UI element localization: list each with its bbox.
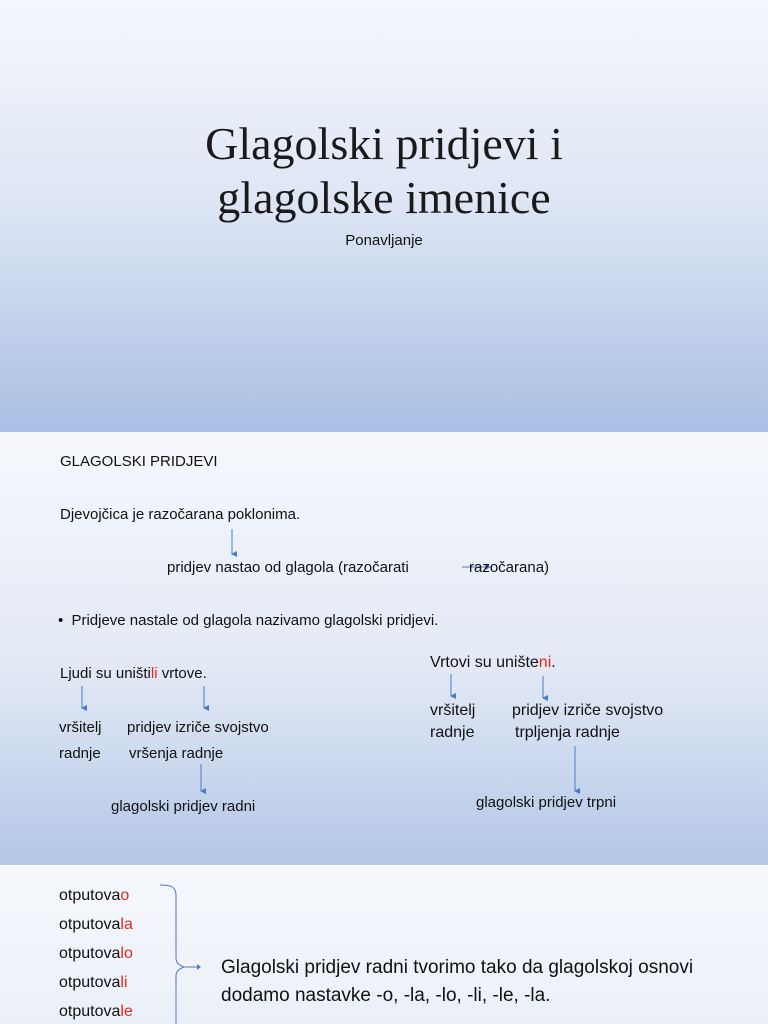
content-slide-pridjevi: [0, 432, 768, 865]
sentence-stem: Vrtovi su unište: [430, 654, 539, 671]
verb-form-3: [59, 945, 133, 963]
verb-ending: o: [120, 887, 130, 904]
content-slide-tvorba: [0, 866, 768, 1024]
verb-ending: le: [120, 1003, 133, 1020]
slide-subtitle: Ponavljanje: [345, 232, 423, 249]
result-trpni: glagolski pridjev trpni: [476, 794, 617, 811]
verb-ending: lo: [120, 945, 133, 962]
example-trpni-sentence: [430, 654, 556, 672]
explanation-part1: pridjev nastao od glagola (razočarati: [167, 559, 409, 576]
sentence-stem: Ljudi su uništi: [60, 665, 151, 682]
verb-form-4: [59, 974, 128, 992]
title-line-2: glagolske imenice: [217, 172, 551, 223]
verb-form-5: [59, 1003, 133, 1021]
bullet-text: Pridjeve nastale od glagola nazivamo glagolski pridjevi.: [71, 612, 439, 629]
verb-stem: otputova: [59, 1003, 121, 1020]
label-svojstvo-right-1: pridjev izriče svojstvo: [512, 702, 664, 719]
bullet-dot: •: [58, 612, 64, 629]
example-radni-sentence: [60, 665, 207, 682]
slide-title: [0, 117, 768, 225]
verb-form-2: [59, 916, 133, 934]
label-vrsitelj-right-1: vršitelj: [430, 702, 476, 719]
definition-bullet: [58, 612, 438, 629]
curly-brace: [160, 885, 184, 1024]
sentence-ending: ni: [538, 654, 552, 671]
example-sentence: Djevojčica je razočarana poklonima.: [60, 506, 301, 523]
label-vrsitelj-left-2: radnje: [59, 745, 101, 762]
section-heading: GLAGOLSKI PRIDJEVI: [60, 453, 218, 470]
arrowhead: [197, 964, 201, 970]
label-svojstvo-left-1: pridjev izriče svojstvo: [127, 719, 269, 736]
explanation-part2: razočarana): [469, 559, 550, 576]
verb-ending: li: [120, 974, 128, 991]
verb-form-1: [59, 887, 129, 905]
sentence-ending: li: [150, 665, 158, 682]
label-vrsitelj-right-2: radnje: [430, 724, 475, 741]
label-svojstvo-left-2: vršenja radnje: [129, 745, 224, 762]
verb-stem: otputova: [59, 974, 121, 991]
title-line-1: Glagolski pridjevi i: [205, 118, 563, 169]
verb-stem: otputova: [59, 887, 121, 904]
label-vrsitelj-left-1: vršitelj: [59, 719, 102, 736]
result-radni: glagolski pridjev radni: [111, 798, 256, 815]
rule-line-2: dodamo nastavke -o, -la, -lo, -li, -le, -la.: [221, 985, 551, 1006]
sentence-rest: .: [551, 654, 556, 671]
title-slide: [0, 0, 768, 432]
label-svojstvo-right-2: trpljenja radnje: [515, 724, 620, 741]
sentence-rest: vrtove.: [157, 665, 207, 682]
verb-stem: otputova: [59, 916, 121, 933]
verb-stem: otputova: [59, 945, 121, 962]
verb-ending: la: [120, 916, 133, 933]
rule-line-1: Glagolski pridjev radni tvorimo tako da glagolskoj osnovi: [221, 957, 694, 978]
rule-text: [221, 954, 693, 1010]
